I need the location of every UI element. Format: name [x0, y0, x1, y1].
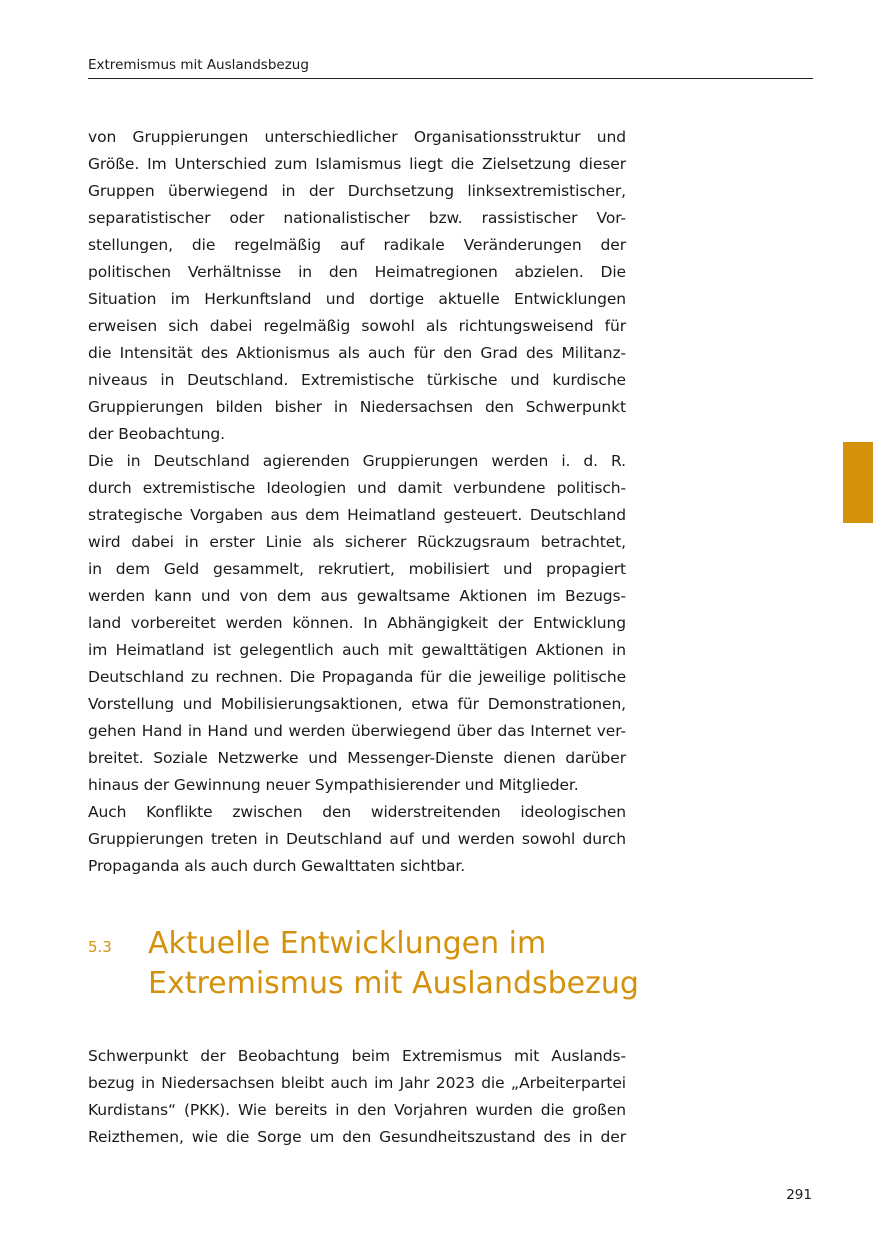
paragraph: [88, 124, 626, 448]
text-line: Gruppierungen bilden bisher in Niedersachsen den Schwerpunkt: [88, 398, 626, 416]
text-line: breitet. Soziale Netzwerke und Messenger-Dienste dienen darüber: [88, 749, 626, 767]
text-line: Gruppen überwiegend in der Durchsetzung linksextremistischer,: [88, 182, 626, 200]
text-line: separatistischer oder nationalistischer bzw. rassistischer Vor-: [88, 209, 626, 227]
section-title-line-2: Extremismus mit Auslandsbezug: [148, 966, 639, 1001]
text-line: stellungen, die regelmäßig auf radikale Veränderungen der: [88, 236, 626, 254]
body-text-top: [88, 124, 626, 880]
section-title: [148, 924, 708, 1004]
text-line: Gruppierungen treten in Deutschland auf und werden sowohl durch: [88, 830, 626, 848]
text-line: werden kann und von dem aus gewaltsame Aktionen im Bezugs-: [88, 587, 626, 605]
text-line: hinaus der Gewinnung neuer Sympathisierender und Mitglieder.: [88, 776, 579, 794]
running-header: Extremismus mit Auslandsbezug: [88, 57, 309, 73]
chapter-side-tab: [843, 442, 873, 523]
text-line: im Heimatland ist gelegentlich auch mit gewalttätigen Aktionen in: [88, 641, 626, 659]
text-line: niveaus in Deutschland. Extremistische türkische und kurdische: [88, 371, 626, 389]
text-line: strategische Vorgaben aus dem Heimatland gesteuert. Deutschland: [88, 506, 626, 524]
text-line: politischen Verhältnisse in den Heimatregionen abzielen. Die: [88, 263, 626, 281]
text-line: von Gruppierungen unterschiedlicher Organisationsstruktur und: [88, 128, 626, 146]
text-line: bezug in Niedersachsen bleibt auch im Jahr 2023 die „Arbeiterpartei: [88, 1074, 626, 1092]
text-line: gehen Hand in Hand und werden überwiegend über das Internet ver-: [88, 722, 626, 740]
text-line: Vorstellung und Mobilisierungsaktionen, etwa für Demonstrationen,: [88, 695, 626, 713]
header-rule: [88, 78, 813, 79]
paragraph: [88, 799, 626, 880]
paragraph: [88, 448, 626, 799]
text-line: die Intensität des Aktionismus als auch für den Grad des Militanz-: [88, 344, 626, 362]
text-line: durch extremistische Ideologien und damit verbundene politisch-: [88, 479, 626, 497]
text-line: der Beobachtung.: [88, 425, 225, 443]
text-line: erweisen sich dabei regelmäßig sowohl als richtungsweisend für: [88, 317, 626, 335]
text-line: wird dabei in erster Linie als sicherer Rückzugsraum betrachtet,: [88, 533, 626, 551]
text-line: Die in Deutschland agierenden Gruppierungen werden i. d. R.: [88, 452, 626, 470]
text-line: in dem Geld gesammelt, rekrutiert, mobilisiert und propagiert: [88, 560, 626, 578]
text-line: land vorbereitet werden können. In Abhängigkeit der Entwicklung: [88, 614, 626, 632]
section-title-line-1: Aktuelle Entwicklungen im: [148, 926, 547, 961]
text-line: Kurdistans“ (PKK). Wie bereits in den Vorjahren wurden die großen: [88, 1101, 626, 1119]
text-line: Deutschland zu rechnen. Die Propaganda für die jeweilige politische: [88, 668, 626, 686]
text-line: Situation im Herkunftsland und dortige aktuelle Entwicklungen: [88, 290, 626, 308]
text-line: Reizthemen, wie die Sorge um den Gesundheitszustand des in der: [88, 1128, 626, 1146]
body-text-bottom: [88, 1043, 626, 1151]
text-line: Auch Konflikte zwischen den widerstreitenden ideologischen: [88, 803, 626, 821]
paragraph: [88, 1043, 626, 1151]
page-number: 291: [786, 1187, 812, 1203]
text-line: Propaganda als auch durch Gewalttaten sichtbar.: [88, 857, 466, 875]
text-line: Schwerpunkt der Beobachtung beim Extremismus mit Auslands-: [88, 1047, 626, 1065]
text-line: Größe. Im Unterschied zum Islamismus liegt die Zielsetzung dieser: [88, 155, 626, 173]
section-number: 5.3: [88, 938, 112, 956]
